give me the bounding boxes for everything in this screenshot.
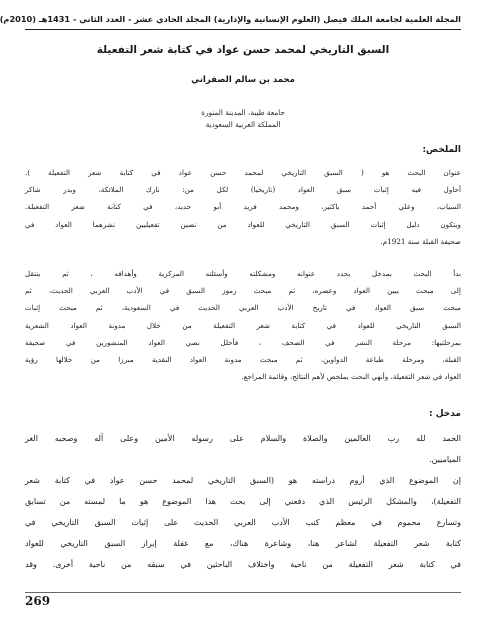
text-line: كتابة شعر التفعيلة لشاعر هنا، وشاعرة هناك، مع غفلة إبراز السبق التاريخي للعواد — [25, 539, 461, 548]
text-line: وتسارع محموم في معظم كتب الأدب العربي الحديث على إثبات السبق التاريخي في — [25, 518, 461, 527]
header-divider — [25, 29, 461, 30]
text-line: بمرحلتيها: مرحلة النشر في الصحف ، فأحلل نصي العواد المنشورين في صحيفة — [25, 337, 461, 347]
text-line: الحمد لله رب العالمين والصلاة والسلام على رسوله الأمين وعلى آله وصحبه الغر — [25, 434, 461, 443]
text-line: القبلة، ومرحلة طباعة الدواوين، ثم مبحث مدونة العواد النقدية مبرزا من خلالها رؤية — [25, 354, 461, 364]
footer-divider — [25, 592, 461, 593]
text-line: التفعيلة)، والمشكل الرئيس الذي دفعني إلى بحث هذا الموضوع هو ما لمسته من تسابق — [25, 497, 461, 506]
text-line: بدأ البحث بمدخل يحدد عنوانه ومشكلته وأسئلته المركزية وأهدافه ، ثم ينتقل — [25, 269, 461, 278]
author-name: محمد بن سالم الصفراني — [191, 75, 295, 85]
text-line: أحاول فيه إثبات سبق العواد (تاريخيا) لكل من: نازك الملائكة، وبدر شاكر — [25, 185, 461, 195]
affiliation-line-1: جامعة طيبة، المدينة المنورة — [201, 108, 285, 117]
text-line: إن الموضوع الذي أروم دراسته هو (السبق التاريخي لمحمد حسن عواد في كتابة شعر — [25, 476, 461, 485]
article-title: السبق التاريخي لمحمد حسن عواد في كتابة شعر التفعيلة — [96, 44, 390, 56]
text-line: في كتابة شعر التفعيلة من ناحية واختلاف الباحثين في سبقه من ناحية أخرى. وقد — [25, 560, 461, 569]
text-line: ويتكون دليل إثبات السبق التاريخي للعواد من نصين تفعيليين نشرهما العواد في — [25, 219, 461, 229]
abstract-heading: الملخص: — [422, 145, 461, 155]
intro-paragraph-1 — [25, 428, 461, 470]
text-line: مبحث سبق العواد في تاريخ الأدب العربي الحديث في السعودية، ثم مبحث إثبات — [25, 303, 461, 313]
text-line: صحيفة القبلة سنة 1921م. — [380, 236, 461, 246]
text-line: السبق التاريخي للعواد في كتابة شعر التفعيلة من خلال مدونة العواد الشعرية — [25, 320, 461, 330]
abstract-paragraph-2 — [25, 265, 461, 385]
text-line: إلى مبحث يبين العواد وعصره، ثم مبحث رموز السبق في الأدب العربي الحديث، ثم — [25, 286, 461, 296]
text-line: العواد في شعر التفعيلة، وأنهي البحث بملخص لأهم النتائج، وقائمة المراجع. — [241, 372, 461, 382]
text-line: المياميين. — [429, 455, 461, 464]
running-header: المجلة العلمية لجامعة الملك فيصل (العلوم الإنسانية والإدارية) المجلد الحادي عشر - العدد الثاني - 1431هـ (2010م) — [0, 14, 461, 24]
intro-heading: مدخل : — [428, 409, 461, 419]
text-line: السياب، وعلي أحمد باكثير، ومحمد فريد أبو حديد، في كتابة شعر التفعيلة. — [25, 202, 461, 212]
text-line: عنوان البحث هو ( السبق التاريخي لمحمد حسن عواد في كتابة شعر التفعيلة ). — [25, 168, 461, 177]
page-number: 269 — [25, 594, 51, 608]
affiliation-line-2: المملكة العربية السعودية — [205, 120, 281, 129]
intro-paragraph-2 — [25, 470, 461, 575]
abstract-paragraph-1 — [25, 164, 461, 250]
